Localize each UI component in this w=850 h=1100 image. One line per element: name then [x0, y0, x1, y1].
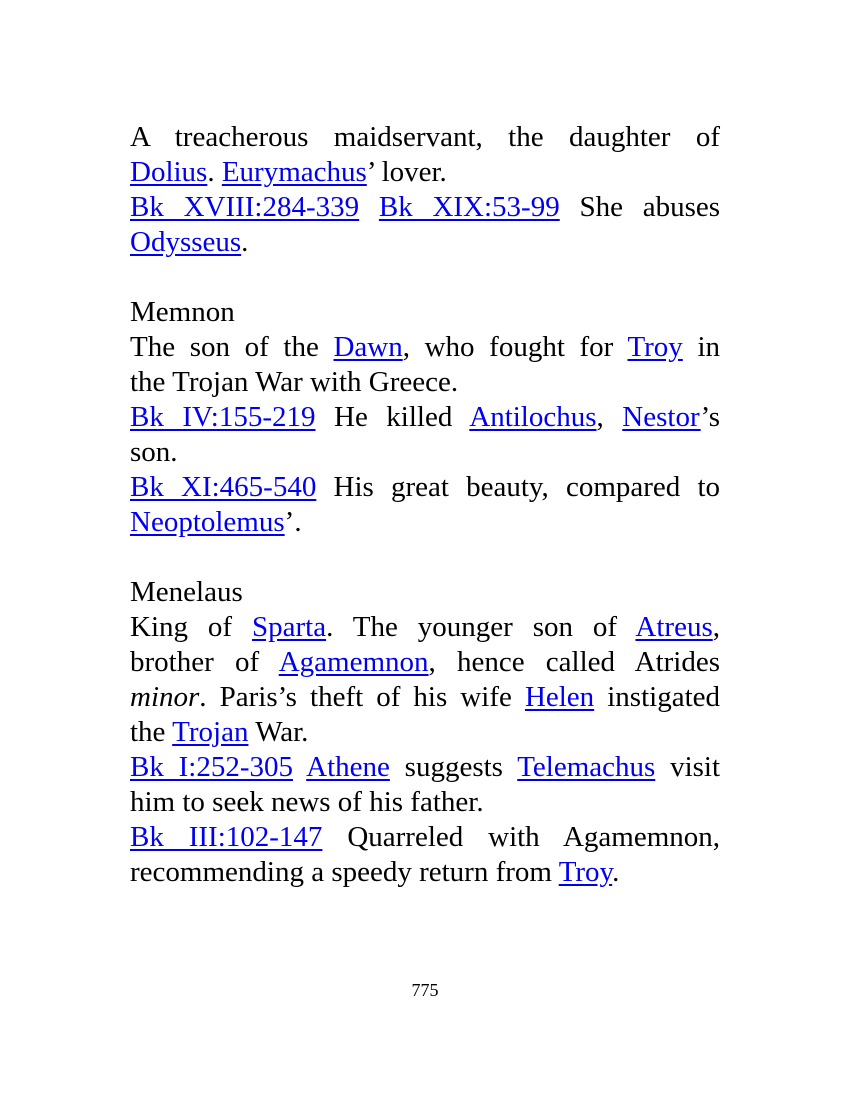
- text: the: [130, 716, 166, 748]
- menelaus-line-8: [130, 855, 720, 890]
- text: .: [207, 156, 215, 188]
- link-helen[interactable]: Helen: [524, 681, 595, 713]
- entry-heading-menelaus: [130, 575, 720, 610]
- memnon-line-1: [130, 330, 720, 365]
- menelaus-line-2: [130, 645, 720, 680]
- text: suggests: [404, 751, 503, 783]
- spacer: [130, 540, 720, 575]
- text: Quarreled with Agamemnon,: [347, 821, 721, 853]
- menelaus-line-7: [130, 820, 720, 855]
- link-neoptolemus[interactable]: Neoptolemus: [130, 506, 285, 538]
- text: .: [612, 856, 620, 888]
- text: King of: [130, 611, 233, 643]
- text: the Trojan War with Greece.: [130, 366, 459, 398]
- link-bk-iv-155[interactable]: Bk IV:155-219: [130, 401, 316, 433]
- text: . Paris’s theft of his wife: [199, 681, 512, 713]
- link-agamemnon[interactable]: Agamemnon: [278, 646, 429, 678]
- text: Menelaus: [130, 576, 243, 608]
- text: instigated: [607, 681, 721, 713]
- link-bk-iii-102[interactable]: Bk III:102-147: [130, 821, 323, 853]
- text: A treacherous maidservant, the daughter of: [130, 121, 720, 153]
- link-sparta[interactable]: Sparta: [252, 611, 327, 643]
- text: minor: [130, 681, 200, 713]
- text: visit: [670, 751, 721, 783]
- melantho-line-4: [130, 225, 720, 260]
- text: ,: [596, 401, 604, 433]
- page-number: 775: [411, 980, 439, 1000]
- memnon-line-2: [130, 365, 720, 400]
- link-antilochus[interactable]: Antilochus: [469, 401, 597, 433]
- link-trojan[interactable]: Trojan: [172, 716, 249, 748]
- link-odysseus[interactable]: Odysseus: [130, 226, 242, 258]
- memnon-line-6: [130, 505, 720, 540]
- text: , who fought for: [402, 331, 614, 363]
- text: him to seek news of his father.: [130, 786, 484, 818]
- text: His great beauty, compared to: [333, 471, 720, 503]
- link-bk-xviii-284[interactable]: Bk XVIII:284-339: [130, 191, 360, 223]
- spacer: [130, 260, 720, 295]
- text: He killed: [334, 401, 453, 433]
- melantho-line-3: [130, 190, 720, 225]
- menelaus-line-6: [130, 785, 720, 820]
- link-bk-i-252[interactable]: Bk I:252-305: [130, 751, 293, 783]
- text: , hence called Atrides: [428, 646, 720, 678]
- menelaus-line-1: [130, 610, 720, 645]
- memnon-line-3: [130, 400, 720, 435]
- melantho-line-1: [130, 120, 720, 155]
- glossary-content: [130, 120, 720, 890]
- text: ,: [712, 611, 720, 643]
- text: recommending a speedy return from: [130, 856, 552, 888]
- text: The son of the: [130, 331, 319, 363]
- nestor-group: [622, 401, 720, 433]
- text: brother of: [130, 646, 260, 678]
- link-troy[interactable]: Troy: [627, 331, 683, 363]
- link-dawn[interactable]: Dawn: [333, 331, 403, 363]
- entry-heading-memnon: [130, 295, 720, 330]
- melantho-line-2: [130, 155, 720, 190]
- link-bk-xi-465[interactable]: Bk XI:465-540: [130, 471, 317, 503]
- text: Memnon: [130, 296, 235, 328]
- link-atreus[interactable]: Atreus: [635, 611, 713, 643]
- link-dolius[interactable]: Dolius: [130, 156, 208, 188]
- text: ’.: [284, 506, 302, 538]
- menelaus-line-5: [130, 750, 720, 785]
- link-athene[interactable]: Athene: [306, 751, 390, 783]
- text: . The younger son of: [326, 611, 618, 643]
- text: son.: [130, 436, 178, 468]
- text: ’s: [700, 401, 721, 433]
- link-nestor[interactable]: Nestor: [622, 401, 701, 433]
- memnon-line-4: [130, 435, 720, 470]
- link-eurymachus[interactable]: Eurymachus: [221, 156, 367, 188]
- menelaus-line-4: [130, 715, 720, 750]
- text: in: [697, 331, 720, 363]
- text: She abuses: [579, 191, 721, 223]
- link-telemachus[interactable]: Telemachus: [517, 751, 656, 783]
- text: ’ lover.: [366, 156, 447, 188]
- memnon-line-5: [130, 470, 720, 505]
- atreus-group: [635, 611, 720, 643]
- link-troy-2[interactable]: Troy: [558, 856, 613, 888]
- link-bk-xix-53[interactable]: Bk XIX:53-99: [378, 191, 560, 223]
- menelaus-line-3: [130, 680, 720, 715]
- text: War.: [255, 716, 309, 748]
- text: .: [241, 226, 249, 258]
